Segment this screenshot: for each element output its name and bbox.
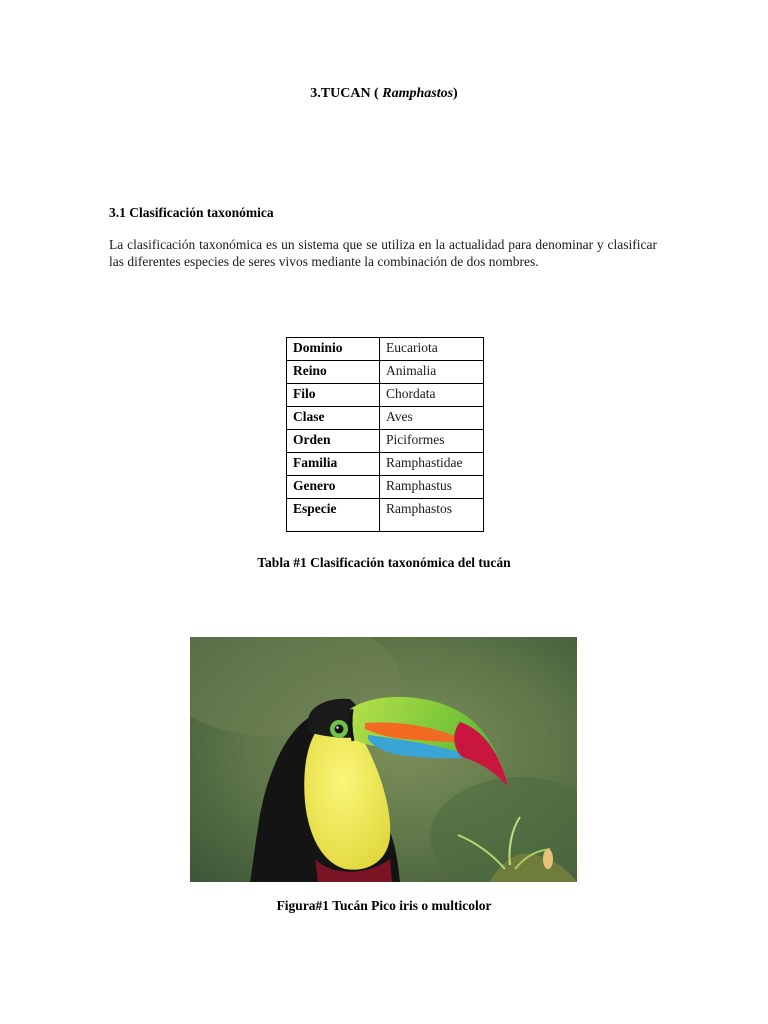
table-value: Ramphastidae	[380, 453, 484, 476]
table-key: Orden	[287, 430, 380, 453]
table-value: Animalia	[380, 361, 484, 384]
table-row	[287, 453, 484, 476]
table-key: Clase	[287, 407, 380, 430]
table-value: Piciformes	[380, 430, 484, 453]
table-value: Eucariota	[380, 338, 484, 361]
table-row	[287, 476, 484, 499]
table-caption: Tabla #1 Clasificación taxonómica del tucán	[257, 555, 511, 570]
table-key: Reino	[287, 361, 380, 384]
table-row	[287, 430, 484, 453]
table-key: Dominio	[287, 338, 380, 361]
table-row	[287, 338, 484, 361]
toucan-photo	[190, 637, 577, 882]
table-row	[287, 499, 484, 532]
table-key: Familia	[287, 453, 380, 476]
figure-caption: Figura#1 Tucán Pico iris o multicolor	[276, 898, 492, 913]
table-row	[287, 407, 484, 430]
table-key: Filo	[287, 384, 380, 407]
section-heading: 3.1 Clasificación taxonómica	[109, 205, 274, 220]
title-prefix: 3.TUCAN (	[310, 86, 383, 101]
taxonomy-table	[286, 337, 484, 532]
table-value: Ramphastus	[380, 476, 484, 499]
table-key: Genero	[287, 476, 380, 499]
table-key: Especie	[287, 499, 380, 532]
title-italic: Ramphastos	[382, 86, 454, 101]
title-suffix: )	[453, 86, 458, 101]
intro-paragraph: La clasificación taxonómica es un sistema que se utiliza en la actualidad para denominar y clasificar las diferentes especies de seres vivos mediante la combinación de dos nombres.	[109, 237, 657, 269]
table-value: Aves	[380, 407, 484, 430]
document-title	[0, 86, 768, 102]
table-value: Chordata	[380, 384, 484, 407]
table-row	[287, 384, 484, 407]
table-row	[287, 361, 484, 384]
table-value: Ramphastos	[380, 499, 484, 532]
